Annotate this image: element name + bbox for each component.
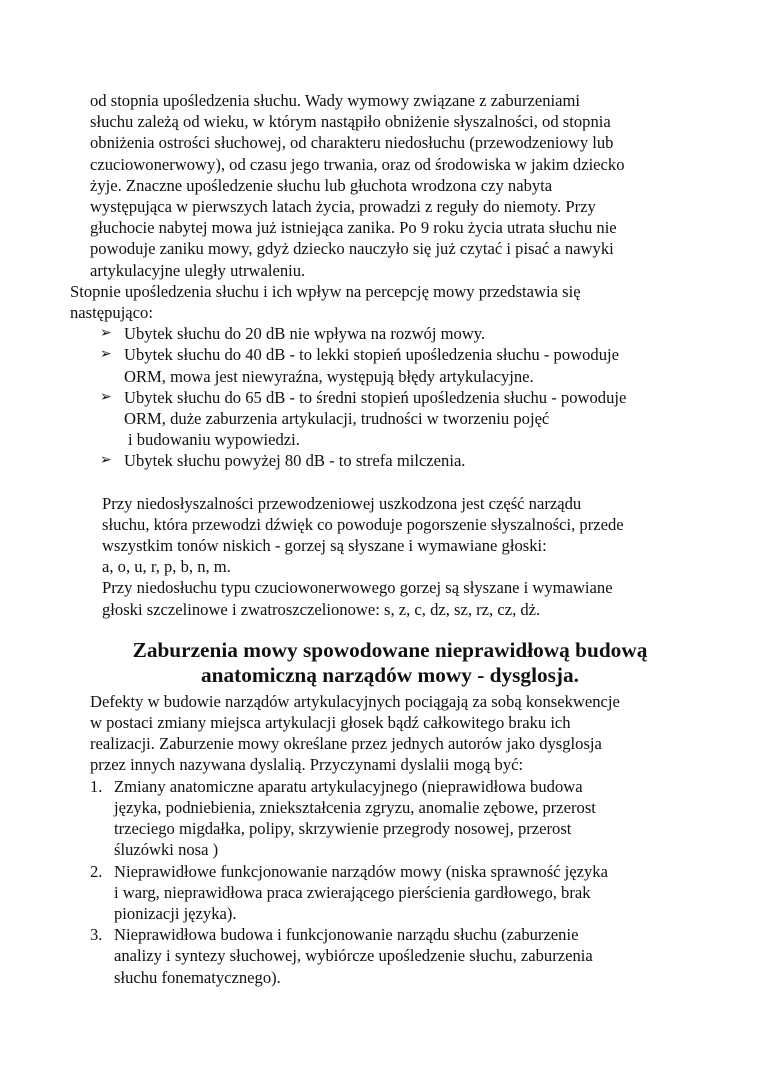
list-item: 2. Nieprawidłowe funkcjonowanie narządów mowy (niska sprawność języka i warg, nieprawidłowa praca zwierającego pierścienia gardłowego, brak pionizacji języka). — [90, 861, 608, 923]
text-line: Przy niedosłuchu typu czuciowonerwowego gorzej są słyszane i wymawiane — [102, 578, 613, 598]
text-line: obniżenia ostrości słuchowej, od charakteru niedosłuchu (przewodzeniowy lub — [90, 133, 614, 153]
conductive-paragraph — [102, 493, 690, 620]
text-line: realizacji. Zaburzenie mowy określane przez jednych autorów jako dysglosja — [90, 734, 602, 754]
stages-intro — [70, 281, 690, 323]
document-body — [70, 90, 690, 988]
text-line: Przy niedosłyszalności przewodzeniowej uszkodzona jest część narządu — [102, 493, 582, 513]
text-line: żyje. Znaczne upośledzenie słuchu lub głuchota wrodzona czy nabyta — [90, 175, 553, 195]
text-line: głuchocie nabytej mowa już istniejąca zanika. Po 9 roku życia utrata słuchu nie — [90, 218, 617, 238]
text-line: słuchu zależą od wieku, w którym nastąpiło obniżenie słyszalności, od stopnia — [90, 112, 611, 132]
hearing-loss-list — [90, 323, 690, 471]
arrow-bullet-icon: ➢ — [100, 346, 112, 363]
text-line: przez innych nazywana dyslalią. Przyczynami dyslalii mogą być: — [90, 755, 524, 775]
causes-list — [90, 776, 690, 988]
text-line: głoski szczelinowe i zwatroszczelionowe: s, z, c, dz, sz, rz, cz, dż. — [102, 599, 541, 619]
text-line: artykulacyjne uległy utrwaleniu. — [90, 260, 306, 280]
text-line: Defekty w budowie narządów artykulacyjnych pociągają za sobą konsekwencje — [90, 691, 620, 711]
text-line: powoduje zaniku mowy, gdyż dziecko nauczyło się już czytać i pisać a nawyki — [90, 239, 614, 259]
intro-paragraph — [90, 90, 690, 281]
list-number: 3. — [90, 925, 103, 945]
list-item: ➢ Ubytek słuchu do 20 dB nie wpływa na rozwój mowy. — [100, 324, 486, 344]
list-item: ➢ Ubytek słuchu do 40 dB - to lekki stopień upośledzenia słuchu - powoduje ORM, mowa jest niewyraźna, występują błędy artykulacyjne. — [100, 345, 619, 386]
dysglossia-paragraph — [90, 691, 690, 776]
text-line: a, o, u, r, p, b, n, m. — [102, 557, 231, 577]
list-item: ➢ Ubytek słuchu powyżej 80 dB - to strefa milczenia. — [100, 451, 466, 471]
arrow-bullet-icon: ➢ — [100, 325, 112, 342]
list-item: 3. Nieprawidłowa budowa i funkcjonowanie narządu słuchu (zaburzenie analizy i syntezy słuchowej, wybiórcze upośledzenie słuchu, zaburzenia słuchu fonematycznego). — [90, 925, 593, 987]
list-number: 1. — [90, 776, 103, 796]
arrow-bullet-icon: ➢ — [100, 388, 112, 405]
text-line: od stopnia upośledzenia słuchu. Wady wymowy związane z zaburzeniami — [90, 91, 581, 110]
list-number: 2. — [90, 861, 103, 881]
list-item: 1. Zmiany anatomiczne aparatu artykulacyjnego (nieprawidłowa budowa języka, podniebienia, zniekształcenia zgryzu, anomalie zębowe, przerost trzeciego migdałka, polipy, skrzywienie przegrody nosowej, przerost śluzówki nosa ) — [90, 776, 596, 860]
blank-line — [90, 472, 690, 493]
list-item: ➢ Ubytek słuchu do 65 dB - to średni stopień upośledzenia słuchu - powoduje ORM, duże zaburzenia artykulacji, trudności w tworzeniu pojęć i budowaniu wypowiedzi. — [100, 387, 627, 450]
text-line: w postaci zmiany miejsca artykulacji głosek bądź całkowitego braku ich — [90, 713, 571, 733]
text-line: Stopnie upośledzenia słuchu i ich wpływ na percepcję mowy przedstawia się — [70, 281, 581, 301]
text-line: następująco: — [70, 303, 153, 323]
section-heading: Zaburzenia mowy spowodowane nieprawidłową budową anatomiczną narządów mowy - dysglosja. — [132, 637, 648, 688]
text-line: czuciowonerwowy), od czasu jego trwania, oraz od środowiska w jakim dziecko — [90, 154, 625, 174]
text-line: występująca w pierwszych latach życia, prowadzi z reguły do niemoty. Przy — [90, 197, 596, 217]
arrow-bullet-icon: ➢ — [100, 452, 112, 469]
text-line: wszystkim tonów niskich - gorzej są słyszane i wymawiane głoski: — [102, 536, 547, 556]
text-line: słuchu, która przewodzi dźwięk co powoduje pogorszenie słyszalności, przede — [102, 514, 624, 534]
